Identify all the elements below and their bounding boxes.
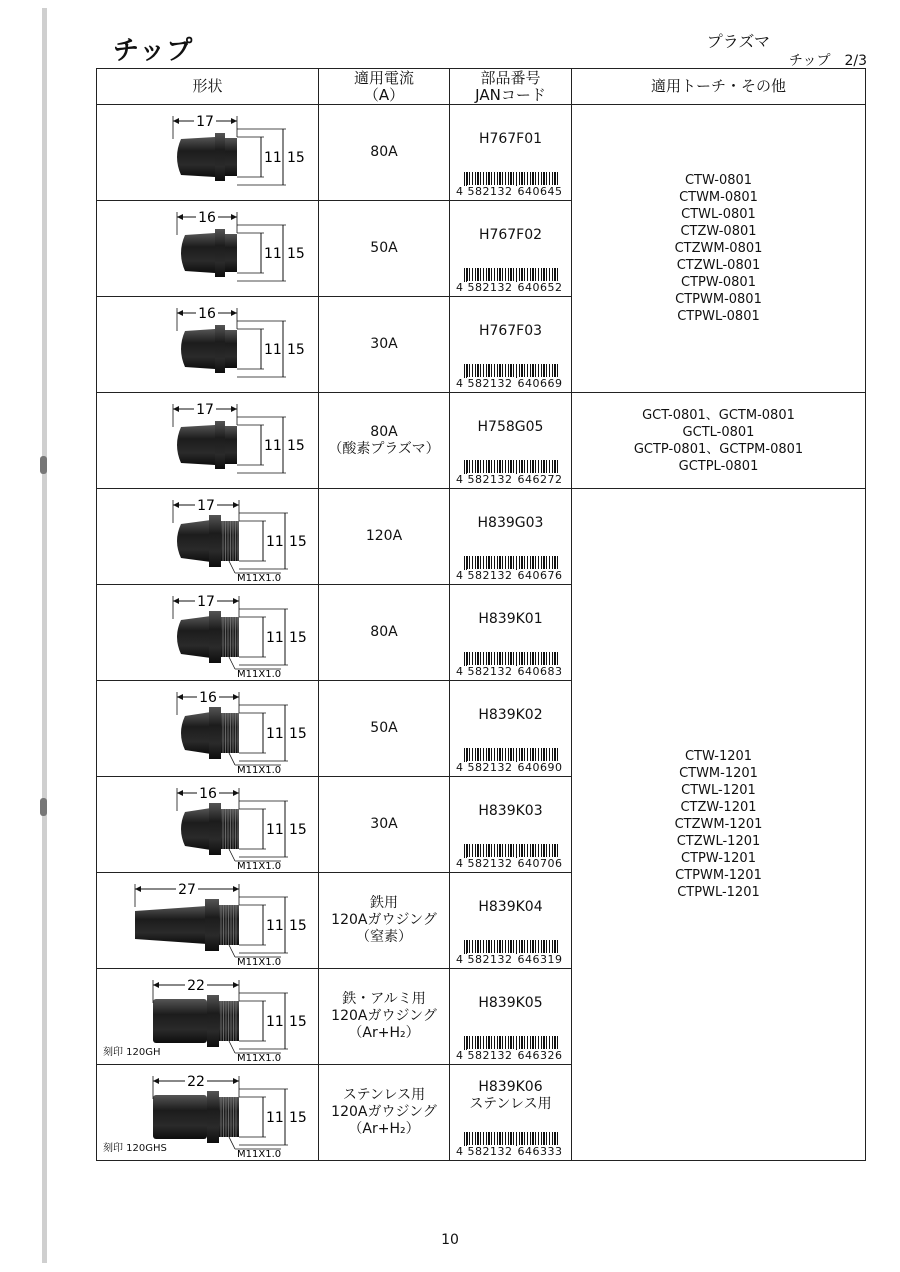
torch-model: CTZWM-0801 — [674, 241, 763, 256]
page-subtitle: チップ 2/3 — [788, 53, 867, 69]
jan-barcode — [456, 1036, 563, 1062]
current-value: （酸素プラズマ） — [328, 440, 440, 457]
tip-shank — [225, 426, 237, 464]
shape-figure — [97, 297, 318, 392]
parts-table — [96, 68, 866, 1161]
part-number-cell — [450, 297, 572, 393]
current-value: 80A — [370, 423, 398, 440]
binding-spine — [42, 8, 47, 1263]
current-value: （窒素） — [356, 929, 412, 945]
part-number-cell — [450, 585, 572, 681]
jan-code: 4 582132 646272 — [456, 473, 563, 486]
torch-model: CTWM-1201 — [679, 766, 758, 781]
shape-figure — [97, 201, 318, 296]
barcode-bars — [464, 268, 559, 282]
current-cell — [319, 297, 450, 393]
table-header-row — [97, 69, 866, 105]
shape-figure — [97, 681, 318, 776]
current-value: 鉄・アルミ用 — [342, 991, 426, 1007]
jan-code: 4 582132 640690 — [456, 761, 563, 774]
tip-flange — [215, 421, 225, 469]
inner-height-label: 11 — [266, 726, 284, 742]
length-label: 17 — [196, 114, 214, 130]
thread-spec-label: M11X1.0 — [237, 573, 282, 584]
header-torch: 適用トーチ・その他 — [572, 69, 866, 105]
barcode-bars — [464, 748, 559, 762]
jan-barcode — [456, 556, 563, 582]
current-value: 30A — [370, 816, 398, 832]
torch-model: CTPWM-1201 — [675, 868, 762, 883]
outer-height-label: 15 — [289, 1110, 307, 1126]
table-row — [97, 489, 866, 585]
current-cell — [319, 393, 450, 489]
part-number: H839K03 — [478, 803, 543, 819]
shape-cell — [97, 1065, 319, 1161]
torch-model: CTZWM-1201 — [674, 817, 763, 832]
tip-flange — [215, 229, 225, 277]
thread-spec-label: M11X1.0 — [237, 765, 282, 776]
shape-figure — [97, 489, 318, 584]
torch-model: CTPWL-0801 — [677, 309, 760, 324]
barcode-bars — [464, 652, 559, 666]
jan-code: 4 582132 646319 — [456, 953, 563, 966]
inner-height-label: 11 — [266, 1110, 284, 1126]
torch-model: GCTPL-0801 — [678, 458, 759, 474]
thread-spec-label: M11X1.0 — [237, 957, 282, 968]
current-cell — [319, 201, 450, 297]
outer-height-label: 15 — [289, 918, 307, 934]
part-number-cell — [450, 105, 572, 201]
current-cell — [319, 105, 450, 201]
engraving-label: 刻印 120GHS — [103, 1143, 167, 1154]
part-number-cell — [450, 873, 572, 969]
tip-flange — [215, 133, 225, 181]
torch-model: CTPW-0801 — [681, 275, 756, 290]
jan-barcode — [456, 172, 563, 198]
tip-thread — [221, 521, 239, 561]
barcode-bars — [464, 364, 559, 378]
tip-drawing — [97, 105, 319, 200]
shape-figure — [97, 105, 318, 200]
binding-mark — [40, 456, 47, 474]
thread-spec-label: M11X1.0 — [237, 669, 282, 680]
tip-drawing — [97, 201, 319, 296]
current-value: 鉄用 — [370, 895, 398, 911]
part-number: H839K01 — [478, 611, 543, 627]
jan-code: 4 582132 640669 — [456, 377, 563, 390]
tip-flange — [209, 803, 221, 855]
torch-cell — [572, 489, 866, 1161]
barcode-bars — [464, 556, 559, 570]
current-cell — [319, 489, 450, 585]
jan-barcode — [456, 364, 563, 390]
tip-drawing — [97, 297, 319, 392]
torch-model: CTWL-0801 — [681, 207, 756, 222]
length-label: 16 — [198, 306, 216, 322]
shape-cell — [97, 489, 319, 585]
shape-figure — [97, 873, 318, 968]
jan-code: 4 582132 640706 — [456, 857, 563, 870]
length-label: 16 — [198, 210, 216, 226]
length-label: 27 — [178, 882, 196, 898]
torch-cell — [572, 393, 866, 489]
shape-cell — [97, 201, 319, 297]
outer-height-label: 15 — [289, 726, 307, 742]
shape-cell — [97, 393, 319, 489]
tip-body — [135, 906, 207, 944]
part-number-cell — [450, 201, 572, 297]
part-number: H839K04 — [478, 899, 543, 915]
tip-body — [181, 329, 215, 369]
shape-cell — [97, 585, 319, 681]
inner-height-label: 11 — [266, 1014, 284, 1030]
torch-model: GCTL-0801 — [682, 424, 755, 440]
part-number-cell — [450, 681, 572, 777]
torch-model: CTPW-1201 — [681, 851, 756, 866]
barcode-bars — [464, 1132, 559, 1146]
inner-height-label: 11 — [266, 630, 284, 646]
current-cell — [319, 681, 450, 777]
current-cell — [319, 585, 450, 681]
outer-height-label: 15 — [289, 534, 307, 550]
jan-code: 4 582132 646326 — [456, 1049, 563, 1062]
shape-cell — [97, 777, 319, 873]
tip-drawing — [97, 585, 319, 680]
tip-drawing — [97, 489, 319, 584]
thread-spec-label: M11X1.0 — [237, 861, 282, 872]
shape-cell — [97, 105, 319, 201]
tip-drawing — [97, 873, 319, 968]
tip-thread — [221, 617, 239, 657]
part-number: H767F02 — [478, 227, 543, 243]
tip-flange — [207, 995, 219, 1047]
outer-height-label: 15 — [287, 438, 305, 454]
jan-barcode — [456, 652, 563, 678]
tip-flange — [209, 515, 221, 567]
tip-flange — [209, 611, 221, 663]
part-number: H767F01 — [478, 131, 543, 147]
tip-body — [177, 520, 211, 562]
torch-model: CTZW-0801 — [680, 224, 757, 239]
header-shape: 形状 — [97, 69, 319, 105]
tip-thread — [221, 809, 239, 849]
current-value: 50A — [370, 720, 398, 736]
torch-model: GCT-0801、GCTM-0801 — [642, 407, 795, 423]
inner-height-label: 11 — [264, 438, 282, 454]
torch-model: GCTP-0801、GCTPM-0801 — [633, 441, 804, 457]
barcode-bars — [464, 1036, 559, 1050]
tip-shank — [225, 234, 237, 272]
jan-code: 4 582132 640683 — [456, 665, 563, 678]
length-label: 17 — [196, 402, 214, 418]
inner-height-label: 11 — [266, 822, 284, 838]
table-row — [97, 393, 866, 489]
outer-height-label: 15 — [287, 246, 305, 262]
part-number: H767F03 — [478, 323, 543, 339]
barcode-bars — [464, 460, 559, 474]
tip-thread — [221, 713, 239, 753]
outer-height-label: 15 — [287, 342, 305, 358]
jan-barcode — [456, 748, 563, 774]
shape-cell — [97, 297, 319, 393]
header-current: 適用電流 （A） — [319, 69, 450, 105]
binding-mark — [40, 798, 47, 816]
part-number: H839G03 — [477, 515, 544, 531]
jan-barcode — [456, 460, 563, 486]
torch-model: CTWL-1201 — [681, 783, 756, 798]
part-number: H758G05 — [477, 419, 544, 435]
outer-height-label: 15 — [289, 822, 307, 838]
jan-barcode — [456, 844, 563, 870]
part-number: H839K02 — [478, 707, 543, 723]
outer-height-label: 15 — [289, 1014, 307, 1030]
part-number-cell — [450, 489, 572, 585]
tip-body — [177, 425, 215, 465]
table-row — [97, 105, 866, 201]
length-label: 17 — [197, 498, 215, 514]
tip-flange — [205, 899, 219, 951]
tip-shank — [225, 138, 237, 176]
current-value: 120Aガウジング — [331, 1104, 437, 1120]
tip-shank — [225, 330, 237, 368]
current-value: 30A — [370, 336, 398, 352]
outer-height-label: 15 — [289, 630, 307, 646]
current-value: 80A — [370, 144, 398, 160]
outer-height-label: 15 — [287, 150, 305, 166]
torch-model: CTPWL-1201 — [677, 885, 760, 900]
part-number-cell — [450, 969, 572, 1065]
barcode-bars — [464, 940, 559, 954]
current-cell — [319, 873, 450, 969]
current-value: 80A — [370, 624, 398, 640]
barcode-bars — [464, 844, 559, 858]
current-cell — [319, 777, 450, 873]
part-number-cell — [450, 393, 572, 489]
tip-body — [177, 616, 211, 658]
current-cell — [319, 969, 450, 1065]
torch-model: CTZW-1201 — [680, 800, 757, 815]
inner-height-label: 11 — [266, 534, 284, 550]
shape-figure — [97, 1065, 318, 1160]
current-value: 50A — [370, 240, 398, 256]
jan-barcode — [456, 1132, 563, 1158]
length-label: 16 — [199, 786, 217, 802]
tip-flange — [209, 707, 221, 759]
current-value: 120Aガウジング — [331, 1008, 437, 1024]
tip-flange — [215, 325, 225, 373]
tip-body — [181, 233, 215, 273]
tip-body — [153, 1095, 207, 1139]
inner-height-label: 11 — [264, 342, 282, 358]
torch-cell — [572, 105, 866, 393]
tip-body — [177, 137, 215, 177]
torch-model: CTW-0801 — [684, 173, 753, 188]
tip-body — [181, 712, 211, 754]
tip-drawing — [97, 777, 319, 872]
shape-cell — [97, 873, 319, 969]
part-number: H839K06 ステンレス用 — [469, 1079, 552, 1112]
torch-model: CTZWL-1201 — [676, 834, 761, 849]
part-number: H839K05 — [478, 995, 543, 1011]
part-number-cell — [450, 777, 572, 873]
tip-drawing — [97, 393, 319, 488]
jan-barcode — [456, 268, 563, 294]
tip-flange — [207, 1091, 219, 1143]
jan-code: 4 582132 640652 — [456, 281, 563, 294]
page-title: チップ — [113, 36, 194, 66]
torch-model: CTZWL-0801 — [676, 258, 761, 273]
shape-figure — [97, 969, 318, 1064]
torch-model: CTPWM-0801 — [675, 292, 762, 307]
tip-drawing — [97, 681, 319, 776]
current-value: （Ar+H₂） — [348, 1121, 420, 1137]
jan-barcode — [456, 940, 563, 966]
thread-spec-label: M11X1.0 — [237, 1053, 282, 1064]
jan-code: 4 582132 646333 — [456, 1145, 563, 1158]
part-number-cell — [450, 1065, 572, 1161]
length-label: 22 — [187, 1074, 205, 1090]
length-label: 22 — [187, 978, 205, 994]
category-label: プラズマ — [706, 32, 770, 51]
shape-figure — [97, 585, 318, 680]
current-value: （Ar+H₂） — [348, 1025, 420, 1041]
shape-figure — [97, 777, 318, 872]
jan-code: 4 582132 640676 — [456, 569, 563, 582]
inner-height-label: 11 — [264, 246, 282, 262]
torch-model: CTWM-0801 — [679, 190, 758, 205]
header-part-number: 部品番号 JANコード — [450, 69, 572, 105]
tip-body — [181, 808, 211, 850]
page-number: 10 — [441, 1232, 459, 1248]
shape-cell — [97, 969, 319, 1065]
current-value: 120Aガウジング — [331, 912, 437, 928]
current-value: 120A — [365, 528, 403, 544]
tip-body — [153, 999, 207, 1043]
inner-height-label: 11 — [264, 150, 282, 166]
jan-code: 4 582132 640645 — [456, 185, 563, 198]
shape-cell — [97, 681, 319, 777]
barcode-bars — [464, 172, 559, 186]
thread-spec-label: M11X1.0 — [237, 1149, 282, 1160]
engraving-label: 刻印 120GH — [103, 1047, 161, 1058]
length-label: 17 — [197, 594, 215, 610]
torch-model: CTW-1201 — [684, 749, 753, 764]
current-cell — [319, 1065, 450, 1161]
shape-figure — [97, 393, 318, 488]
inner-height-label: 11 — [266, 918, 284, 934]
current-value: ステンレス用 — [342, 1087, 426, 1103]
length-label: 16 — [199, 690, 217, 706]
